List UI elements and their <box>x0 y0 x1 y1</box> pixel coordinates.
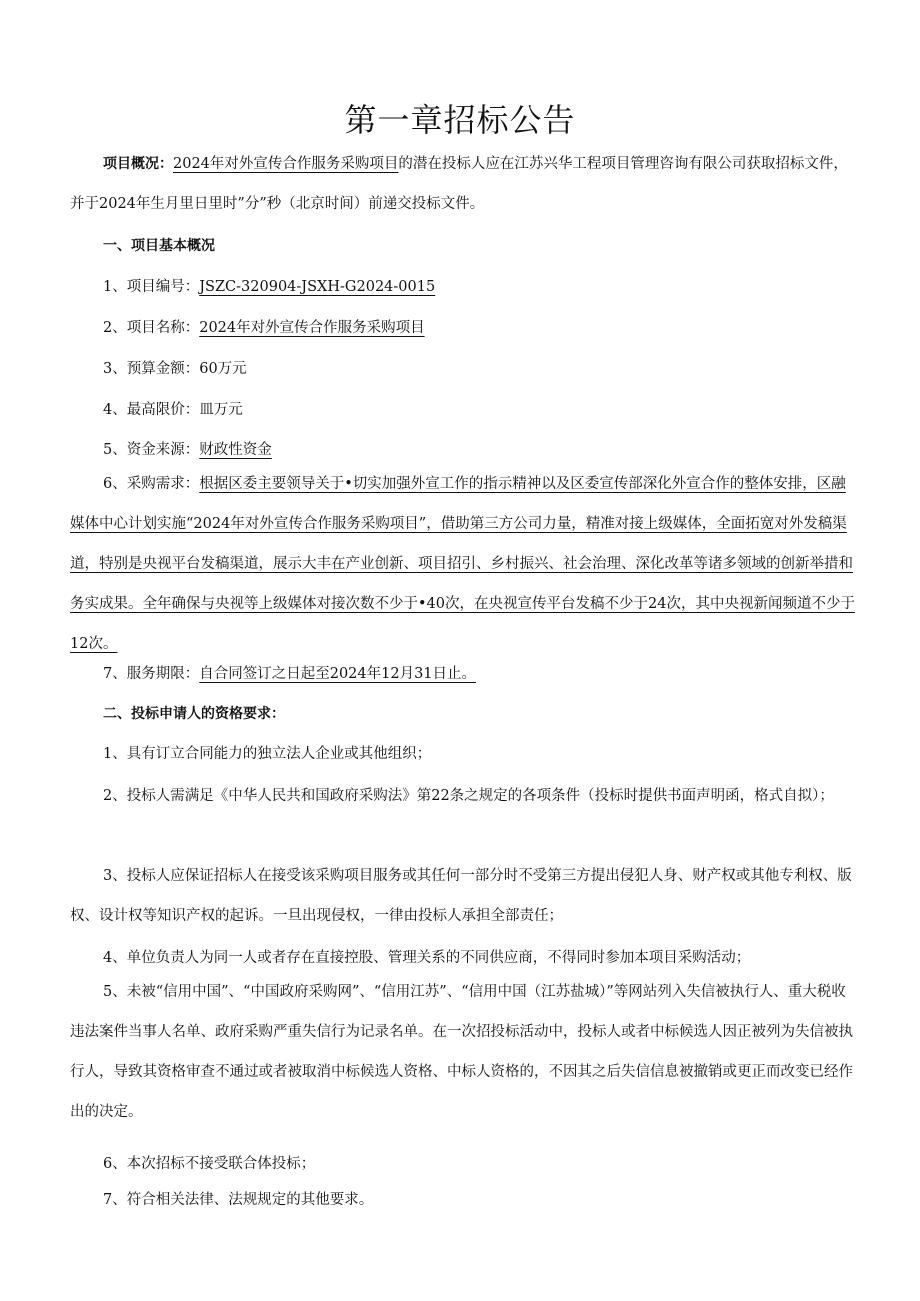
qualification-item: 5、未被“信用中国”、“中国政府采购网”、“信用江苏”、“信用中国（江苏盐城）”等网站列入失信被执行人、重大税收违法案件当事人名单、政府采购严重失信行为记录名单。在一次招投标活动中，投标人或者中标候选人因正被列为失信被执行人，导致其资格审查不通过或者被取消中标候选人资格、中标人资格的，不因其之后失信信息被撤销或更正而改变已经作出的决定。 <box>70 984 853 1120</box>
qualification-item: 2、投标人需满足《中华人民共和国政府采购法》第22条之规定的各项条件（投标时提供书面声明函，格式自拟）； <box>103 788 834 804</box>
procurement-requirement <box>70 464 860 664</box>
qualification-item: 6、本次招标不接受联合体投标； <box>103 1156 316 1172</box>
project-number <box>70 267 860 307</box>
overview-paragraph <box>70 144 860 224</box>
fund-source-label: 5、资金来源： <box>103 442 200 458</box>
section2-heading: 二、投标申请人的资格要求： <box>103 706 285 722</box>
service-period-value: 自合同签订之日起至2024年12月31日止。 <box>199 666 477 682</box>
fund-source-value: 财政性资金 <box>199 442 272 458</box>
max-price-value: 皿万元 <box>199 402 243 418</box>
procurement-requirement-value: 根据区委主要领导关于•切实加强外宣工作的指示精神以及区委宣传部深化外宣合作的整体安排，区融媒体中心计划实施“2024年对外宣传合作服务采购项目”，借助第三方公司力量，精准对接上级媒体，全面拓宽对外发稿渠道，特别是央视平台发稿渠道，展示大丰在产业创新、项目招引、乡村振兴、社会治理、深化改革等诸多领域的创新举措和务实成果。全年确保与央视等上级媒体对接次数不少于•40次，在央视宣传平台发稿不少于24次，其中央视新闻频道不少于12次。 <box>70 476 855 652</box>
project-name <box>70 308 860 348</box>
qualification-item: 3、投标人应保证招标人在接受该采购项目服务或其任何一部分时不受第三方提出侵犯人身、财产权或其他专利权、版权、设计权等知识产权的起诉。一旦出现侵权，一律由投标人承担全部责任； <box>70 868 852 924</box>
procurement-requirement-label: 6、采购需求： <box>103 476 200 492</box>
project-number-label: 1、项目编号： <box>103 279 200 295</box>
overview-project-name: 2024年对外宣传合作服务采购项目 <box>173 156 399 172</box>
budget-amount <box>70 349 860 389</box>
section1-heading: 一、项目基本概况 <box>103 238 215 254</box>
max-price-label: 4、最高限价： <box>103 402 200 418</box>
project-name-value: 2024年对外宣传合作服务采购项目 <box>199 320 425 336</box>
overview-label: 项目概况： <box>103 156 173 172</box>
budget-amount-label: 3、预算金额： <box>103 361 200 377</box>
max-price <box>70 390 860 430</box>
overview-text: 的潜在投标人应在江苏兴华工程项目管理咨询有限公司获取招标文件，并于2024年生月里日里时”分”秒（北京时间）前递交投标文件。 <box>70 156 848 212</box>
project-number-value: JSZC-320904-JSXH-G2024-0015 <box>199 279 436 295</box>
qualification-item: 7、符合相关法律、法规规定的其他要求。 <box>103 1192 374 1208</box>
service-period <box>70 654 860 694</box>
qualification-item: 1、具有订立合同能力的独立法人企业或其他组织； <box>103 746 432 762</box>
service-period-label: 7、服务期限： <box>103 666 200 682</box>
project-name-label: 2、项目名称： <box>103 320 200 336</box>
page-title: 第一章招标公告 <box>344 101 576 139</box>
budget-amount-value: 60万元 <box>199 361 247 377</box>
qualification-item: 4、单位负责人为同一人或者存在直接控股、管理关系的不同供应商，不得同时参加本项目采购活动； <box>103 950 751 966</box>
